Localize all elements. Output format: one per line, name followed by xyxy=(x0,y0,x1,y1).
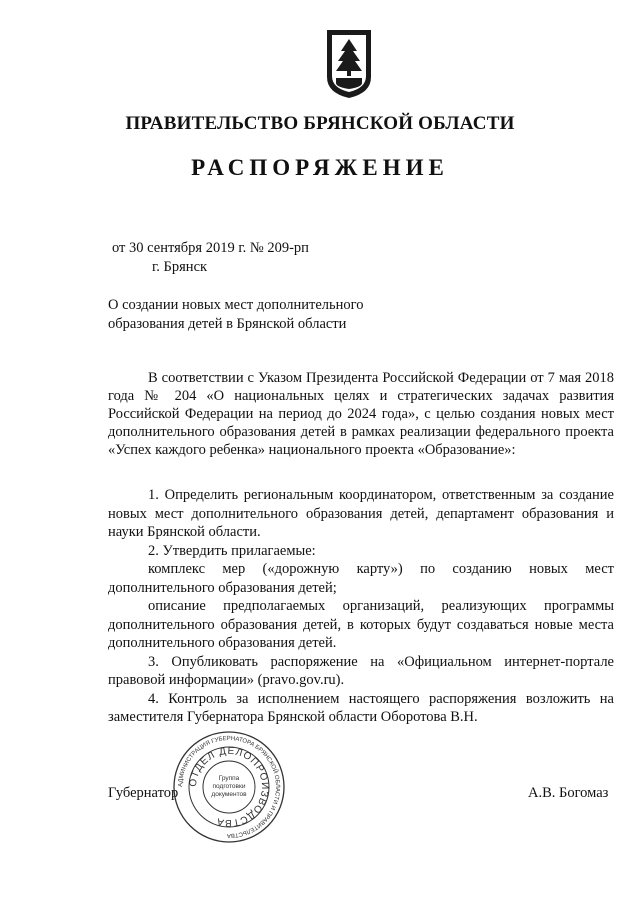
item-3: 3. Опубликовать распоряжение на «Официальном интернет-портале правовой информации» (pravo.gov.ru). xyxy=(108,653,614,688)
stamp-dept-text: ОТДЕЛ ДЕЛОПРОИЗВОДСТВА xyxy=(187,745,271,829)
stamp-outer-text: АДМИНИСТРАЦИЯ ГУБЕРНАТОРА БРЯНСКОЙ ОБЛАСТИ И ПРАВИТЕЛЬСТВА xyxy=(177,735,281,839)
item-2a: комплекс мер («дорожную карту») по созданию новых мест дополнительного образования детей; xyxy=(108,561,614,596)
stamp-inner-line-3: документов xyxy=(211,791,247,798)
document-city: г. Брянск xyxy=(152,259,208,275)
signatory-name: А.В. Богомаз xyxy=(528,785,609,801)
item-2: 2. Утвердить прилагаемые: xyxy=(148,542,316,559)
document-type: РАСПОРЯЖЕНИЕ xyxy=(191,155,449,180)
subject-line-2: образования детей в Брянской области xyxy=(108,316,347,332)
official-stamp xyxy=(172,730,286,844)
coat-of-arms-icon xyxy=(324,27,374,100)
subject-line-1: О создании новых мест дополнительного xyxy=(108,297,364,313)
ordinance-items xyxy=(108,486,614,727)
document-date-number: от 30 сентября 2019 г. № 209-рп xyxy=(112,240,309,256)
item-2b: описание предполагаемых организаций, реализующих программы дополнительного образования детей, в которых будут создаваться новые места дополнительного образования детей. xyxy=(108,598,614,651)
intro-paragraph: В соответствии с Указом Президента Российской Федерации от 7 мая 2018 года № 204 «О национальных целях и стратегических задачах развития Российской Федерации на период до 2024 года», с целью создания новых мест дополнительного образования детей в рамках реализации федерального проекта «Успех каждого ребенка» национального проекта «Образование»: xyxy=(108,370,614,458)
stamp-inner-line-2: подготовки xyxy=(212,783,246,790)
organization-title: ПРАВИТЕЛЬСТВО БРЯНСКОЙ ОБЛАСТИ xyxy=(125,113,515,134)
item-1: 1. Определить региональным координатором, ответственным за создание новых мест дополнительного образования детей, департамент образования и науки Брянской области. xyxy=(108,487,614,540)
item-4: 4. Контроль за исполнением настоящего распоряжения возложить на заместителя Губернатора Брянской области Оборотова В.Н. xyxy=(108,690,614,725)
signatory-title: Губернатор xyxy=(108,785,179,801)
stamp-inner-line-1: Группа xyxy=(218,775,240,782)
